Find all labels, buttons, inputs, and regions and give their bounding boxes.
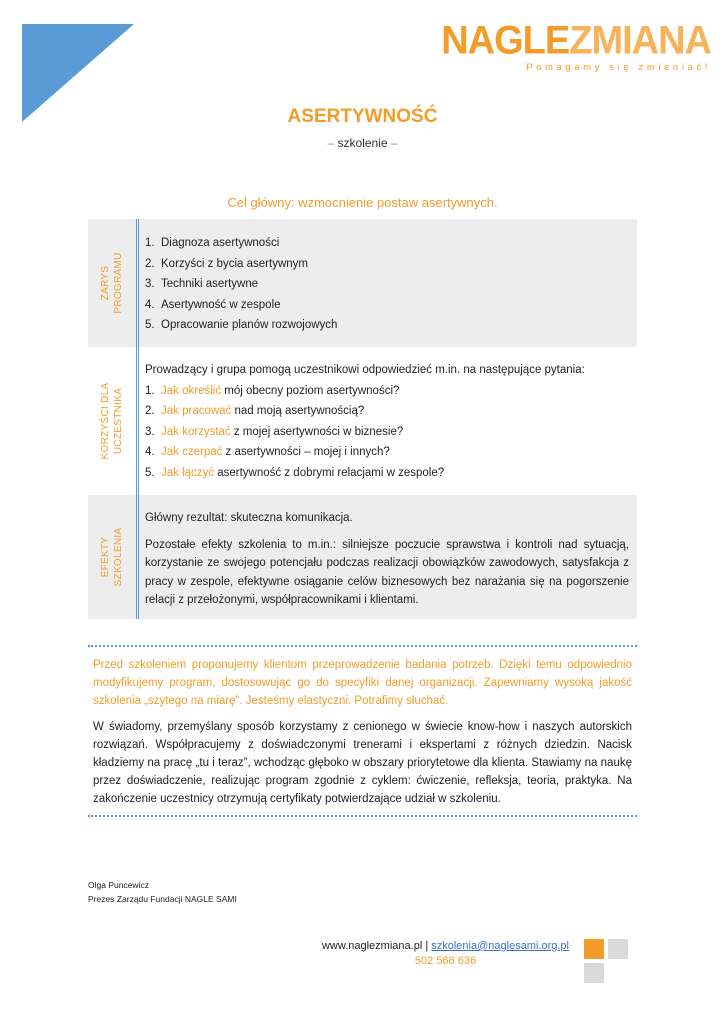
- subtitle-text: szkolenie: [337, 136, 388, 150]
- brand-logo: [441, 18, 711, 73]
- list-item: 5. Opracowanie planów rozwojowych: [145, 319, 338, 331]
- about-paragraph-needs: Przed szkoleniem proponujemy klientom przeprowadzenie badania potrzeb. Dzięki temu odpowiednio modyfikujemy program, dostosowując go do specyfiki danej organizacji. Zapewniamy wysoką jakość szkolenia „szytego na miarę”. Jesteśmy elastyczni. Potrafimy słuchać.: [93, 659, 632, 707]
- dotted-divider-top: [88, 645, 637, 647]
- footer-contact: [322, 939, 569, 969]
- section-divider-line: [136, 347, 139, 495]
- section-divider-line: [136, 495, 139, 619]
- dotted-divider-bottom: [88, 815, 637, 817]
- list-item: 2. Jak pracować nad moją asertywnością?: [145, 405, 365, 417]
- list-item: 5. Jak łączyć asertywność z dobrymi relacjami w zespole?: [145, 466, 445, 479]
- logo-tagline: Pomagamy się zmieniać!: [526, 62, 711, 73]
- effects-body: [145, 509, 629, 610]
- benefits-section: [88, 347, 637, 495]
- list-item: 3. Techniki asertywne: [145, 278, 259, 290]
- logo-part-zmiana: ZMIANA: [569, 18, 711, 64]
- benefits-list: [145, 381, 629, 484]
- subtitle-dash-right: –: [390, 136, 398, 150]
- footer-square-grey: [608, 939, 628, 959]
- about-paragraph-method: W świadomy, przemyślany sposób korzystamy z cenionego w świecie know-how i naszych autorskich rozwiązań. Współpracujemy z doświadczonymi trenerami i ekspertami z różnych dziedzin. Nacisk kładziemy na pracę „tu i teraz”, wchodząc głęboko w obszary priorytetowe dla klienta. Stawiamy na naukę przez doświadczenie, realizując program zgodnie z cyklem: ćwiczenie, refleksja, teoria, praktyka. Na zakończenie uczestnicy otrzymują certyfikaty potwierdzające udział w szkoleniu.: [93, 721, 632, 805]
- footer-square-orange: [584, 939, 604, 959]
- logo-wordmark: [441, 18, 711, 64]
- page-title: ASERTYWNOŚĆ: [287, 106, 438, 127]
- benefits-body: [145, 360, 629, 483]
- footer-email-link[interactable]: szkolenia@naglesami.org.pl: [431, 940, 569, 952]
- main-goal: Cel główny: wzmocnienie postaw asertywnych.: [227, 195, 498, 210]
- list-item: 3. Jak korzystać z mojej asertywności w biznesie?: [145, 425, 404, 438]
- effects-label: [88, 495, 136, 619]
- effects-label-line1: EFEKTY: [100, 536, 111, 578]
- benefits-label-line2: UCZESTNIKA: [113, 387, 124, 455]
- subtitle-dash-left: –: [327, 136, 335, 150]
- effects-section: [88, 495, 637, 619]
- footer-phone: 502 568 636: [414, 955, 477, 967]
- list-item: 2. Korzyści z bycia asertywnym: [145, 257, 308, 270]
- list-item: 4. Asertywność w zespole: [145, 298, 281, 311]
- section-divider-line: [136, 219, 139, 347]
- program-body: [145, 233, 629, 336]
- program-label-line1: ZARYS: [100, 265, 111, 301]
- program-label-line2: PROGRAMU: [113, 252, 124, 314]
- program-list: [145, 233, 629, 336]
- list-item: 4. Jak czerpać z asertywności – mojej i innych?: [145, 446, 390, 458]
- footer-website[interactable]: www.naglezmiana.pl: [321, 940, 423, 952]
- benefits-label: [88, 347, 136, 495]
- footer-square-grey: [584, 963, 604, 983]
- logo-part-nagle: NAGLE: [441, 18, 570, 64]
- benefits-label-line1: KORZYŚCI DLA: [100, 382, 111, 460]
- signature-name: Olga Puncewicz: [88, 880, 149, 890]
- effects-main-result: Główny rezultat: skuteczna komunikacja.: [145, 512, 353, 524]
- footer-separator: |: [422, 940, 432, 952]
- effects-other: Pozostałe efekty szkolenia to m.in.: silniejsze poczucie sprawstwa i kontroli nad sytuacją, korzystanie ze swojego potencjału podczas realizacji obowiązków zawodowych, satysfakcja z pracy w zespole, efektywne osiąganie celów biznesowych bez narażania się na pogorszenie relacji z przełożonymi, współpracownikami i klientami.: [145, 538, 629, 606]
- program-section: [88, 219, 637, 347]
- list-item: 1. Diagnoza asertywności: [145, 237, 280, 249]
- benefits-intro: Prowadzący i grupa pomogą uczestnikowi odpowiedzieć m.in. na następujące pytania:: [145, 364, 585, 376]
- list-item: 1. Jak określić mój obecny poziom asertywności?: [145, 384, 400, 397]
- effects-label-line2: SZKOLENIA: [113, 527, 124, 587]
- page-subtitle: [0, 136, 725, 150]
- signature-role: Prezes Zarządu Fundacji NAGLE SAMI: [88, 894, 237, 904]
- program-label: [88, 219, 136, 347]
